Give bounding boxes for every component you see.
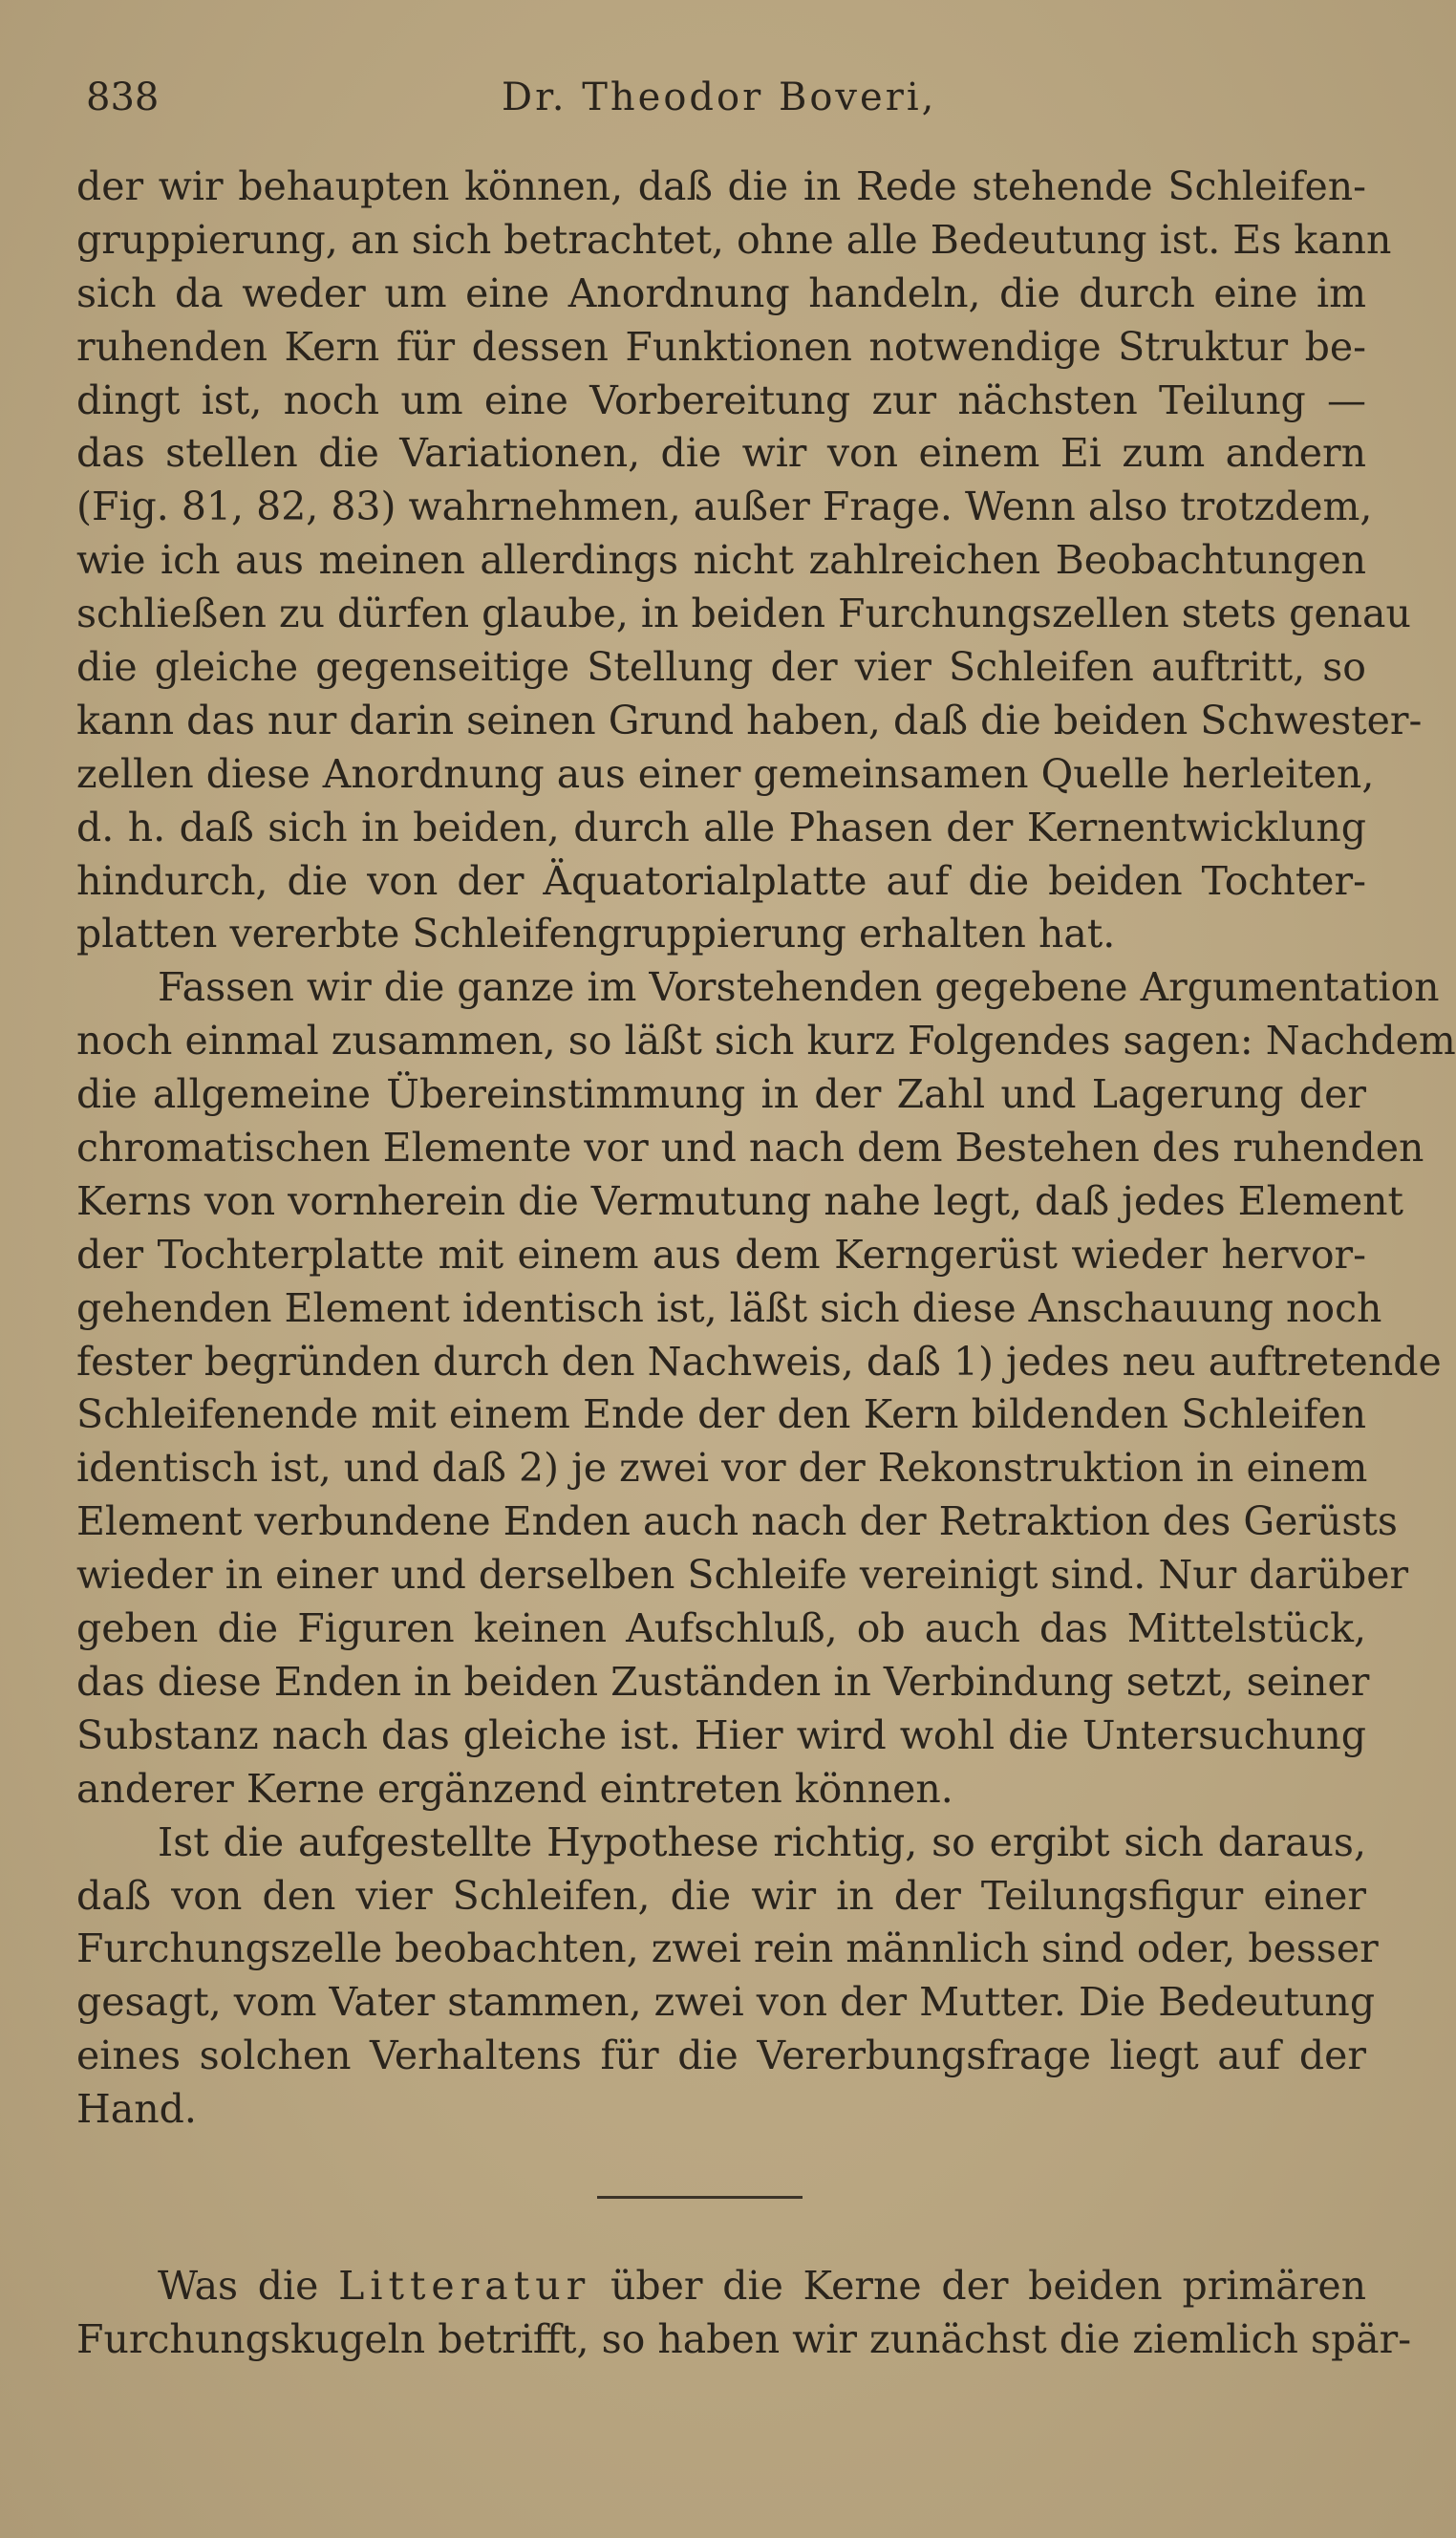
text-line: das diese Enden in beiden Zuständen in Verbindung setzt, seiner — [76, 1658, 1370, 1705]
section-two — [76, 2260, 1412, 2367]
text-line: noch einmal zusammen, so läßt sich kurz Folgendes sagen: Nachdem — [76, 1018, 1456, 1065]
text-line: identisch ist, und daß 2) je zwei vor der Rekonstruktion in einem — [76, 1445, 1368, 1492]
text-line: Hand. — [76, 2086, 197, 2133]
text-line: platten vererbte Schleifengruppierung erhalten hat. — [76, 911, 1116, 957]
section-divider — [597, 2196, 803, 2199]
paragraph-1 — [76, 161, 1423, 961]
text-line: gruppierung, an sich betrachtet, ohne alle Bedeutung ist. Es kann — [76, 216, 1392, 263]
text-line: wie ich aus meinen allerdings nicht zahlreichen Beobachtungen — [76, 537, 1366, 584]
text-line: das stellen die Variationen, die wir von einem Ei zum andern — [76, 430, 1366, 477]
running-head: Dr. Theodor Boveri, — [502, 75, 937, 119]
text-line: Ist die aufgestellte Hypothese richtig, so ergibt sich daraus, — [158, 1818, 1366, 1865]
text-line: der wir behaupten können, daß die in Rede stehende Schleifen- — [76, 163, 1366, 209]
paragraph-3 — [76, 1817, 1379, 2137]
text-line: fester begründen durch den Nachweis, daß 1) jedes neu auftretende — [76, 1338, 1442, 1385]
page-header — [86, 69, 984, 126]
text-line: die gleiche gegenseitige Stellung der vier Schleifen auftritt, so — [76, 644, 1366, 691]
text-line: sich da weder um eine Anordnung handeln, die durch eine im — [76, 269, 1366, 316]
text-line: anderer Kerne ergänzend eintreten können. — [76, 1765, 953, 1812]
text-line: Fassen wir die ganze im Vorstehenden gegebene Argumentation — [158, 964, 1440, 1011]
text-line: Element verbundene Enden auch nach der Retraktion des Gerüsts — [76, 1498, 1398, 1545]
text-line: chromatischen Elemente vor und nach dem Bestehen des ruhenden — [76, 1125, 1424, 1172]
text-line: zellen diese Anordnung aus einer gemeinsamen Quelle herleiten, — [76, 750, 1375, 797]
text-span: über die Kerne der beiden primären — [590, 2263, 1366, 2309]
text-line: geben die Figuren keinen Aufschluß, ob auch das Mittelstück, — [76, 1605, 1366, 1652]
text-line: dingt ist, noch um eine Vorbereitung zur nächsten Teilung — — [76, 376, 1366, 423]
text-line: der Tochterplatte mit einem aus dem Kerngerüst wieder hervor- — [76, 1231, 1366, 1278]
text-line: d. h. daß sich in beiden, durch alle Phasen der Kernentwicklung — [76, 804, 1366, 850]
text-line: Substanz nach das gleiche ist. Hier wird wohl die Untersuchung — [76, 1711, 1366, 1758]
text-line: wieder in einer und derselben Schleife vereinigt sind. Nur darüber — [76, 1552, 1409, 1599]
text-line — [76, 2260, 1366, 2313]
emphasized-word: Litteratur — [338, 2263, 591, 2309]
text-line: kann das nur darin seinen Grund haben, daß die beiden Schwester- — [76, 697, 1423, 743]
text-line: daß von den vier Schleifen, die wir in der Teilungsfigur einer — [76, 1872, 1366, 1919]
text-line: Furchungskugeln betrifft, so haben wir zunächst die ziemlich spär- — [76, 2315, 1412, 2362]
page-number: 838 — [86, 75, 160, 119]
text-line: gehenden Element identisch ist, läßt sich diese Anschauung noch — [76, 1284, 1382, 1331]
text-line: Schleifenende mit einem Ende der den Kern bildenden Schleifen — [76, 1391, 1366, 1438]
text-line: ruhenden Kern für dessen Funktionen notwendige Struktur be- — [76, 323, 1366, 370]
body-text — [76, 161, 1456, 2137]
text-line: (Fig. 81, 82, 83) wahrnehmen, außer Frage. Wenn also trotzdem, — [76, 484, 1373, 530]
text-line: gesagt, vom Vater stammen, zwei von der Mutter. Die Bedeutung — [76, 1979, 1376, 2026]
text-line: schließen zu dürfen glaube, in beiden Furchungszellen stets genau — [76, 591, 1411, 637]
text-line: die allgemeine Übereinstimmung in der Zahl und Lagerung der — [76, 1071, 1366, 1118]
text-line: Furchungszelle beobachten, zwei rein männlich sind oder, besser — [76, 1925, 1379, 1972]
text-line: eines solchen Verhaltens für die Vererbungsfrage liegt auf der — [76, 2033, 1366, 2079]
text-line: hindurch, die von der Äquatorialplatte auf die beiden Tochter- — [76, 857, 1366, 904]
paragraph-2 — [76, 961, 1456, 1816]
text-line: Kerns von vornherein die Vermutung nahe legt, daß jedes Element — [76, 1177, 1404, 1224]
text-span: Was die — [158, 2263, 339, 2309]
